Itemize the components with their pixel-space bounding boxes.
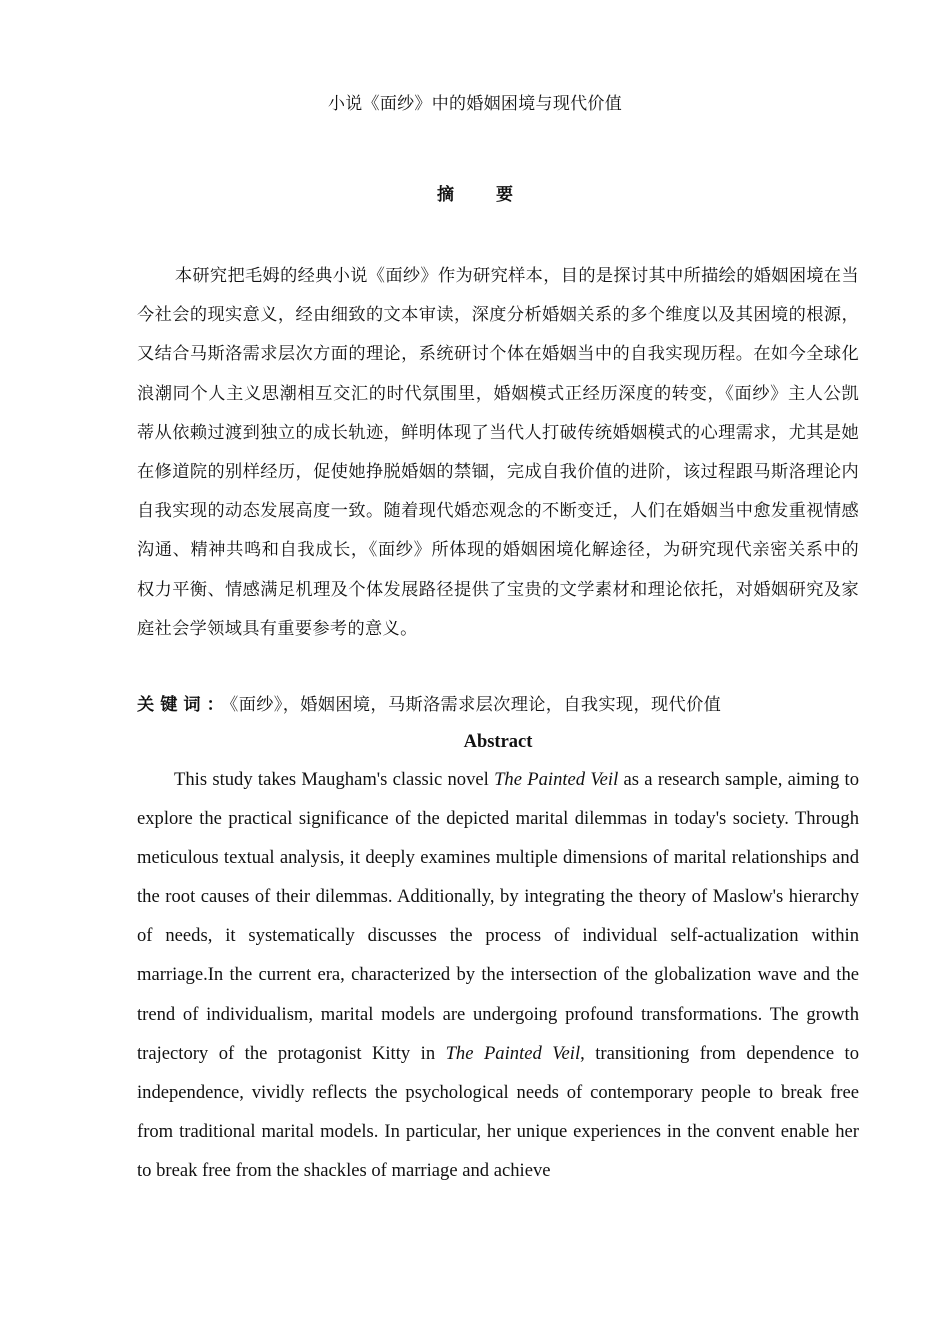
keywords-line <box>137 690 859 720</box>
keywords-label: 关键词： <box>137 695 230 715</box>
chinese-abstract-body: 本研究把毛姆的经典小说《面纱》作为研究样本，目的是探讨其中所描绘的婚姻困境在当今社会的现实意义，经由细致的文本审读，深度分析婚姻关系的多个维度以及其困境的根源，又结合马斯洛需求层次方面的理论，系统研讨个体在婚姻当中的自我实现历程。在如今全球化浪潮同个人主义思潮相互交汇的时代氛围里，婚姻模式正经历深度的转变，《面纱》主人公凯蒂从依赖过渡到独立的成长轨迹，鲜明体现了当代人打破传统婚姻模式的心理需求，尤其是她在修道院的别样经历，促使她挣脱婚姻的禁锢，完成自我价值的进阶，该过程跟马斯洛理论内自我实现的动态发展高度一致。随着现代婚恋观念的不断变迁，人们在婚姻当中愈发重视情感沟通、精神共鸣和自我成长，《面纱》所体现的婚姻困境化解途径，为研究现代亲密关系中的权力平衡、情感满足机理及个体发展路径提供了宝贵的文学素材和理论依托，对婚姻研究及家庭社会学领域具有重要参考的意义。 <box>137 266 859 639</box>
novel-title-italic: The Painted Veil <box>445 1042 581 1064</box>
keywords-text: 《面纱》，婚姻困境，马斯洛需求层次理论，自我实现，现代价值 <box>229 695 722 715</box>
english-abstract-text-1: This study takes Maugham's classic novel <box>174 769 495 790</box>
chinese-abstract-heading: 摘 要 <box>437 185 531 205</box>
document-title: 小说《面纱》中的婚姻困境与现代价值 <box>327 94 623 114</box>
english-abstract-text-3: , transitioning from dependence to independence, vividly reflects the psychological needs of contemporary people to break free from traditional marital models. In particular, her unique experiences in the convent enable her to break free from the shackles of marriage and achieve <box>137 1042 860 1181</box>
novel-title-italic: The Painted Veil <box>494 769 619 790</box>
english-abstract-heading: Abstract <box>463 732 533 752</box>
english-abstract-text-2: as a research sample, aiming to explore the practical significance of the depicted marital dilemmas in today's society. Through meticulous textual analysis, it deeply examines multiple dimensions of marital relationships and the root causes of their dilemmas. Additionally, by integrating the theory of Maslow's hierarchy of needs, it systematically discusses the process of individual self-actualization within marriage.In the current era, characterized by the intersection of the globalization wave and the trend of individualism, marital models are undergoing profound transformations. The growth trajectory of the protagonist Kitty in <box>137 769 860 1064</box>
english-abstract-body <box>137 760 859 1190</box>
